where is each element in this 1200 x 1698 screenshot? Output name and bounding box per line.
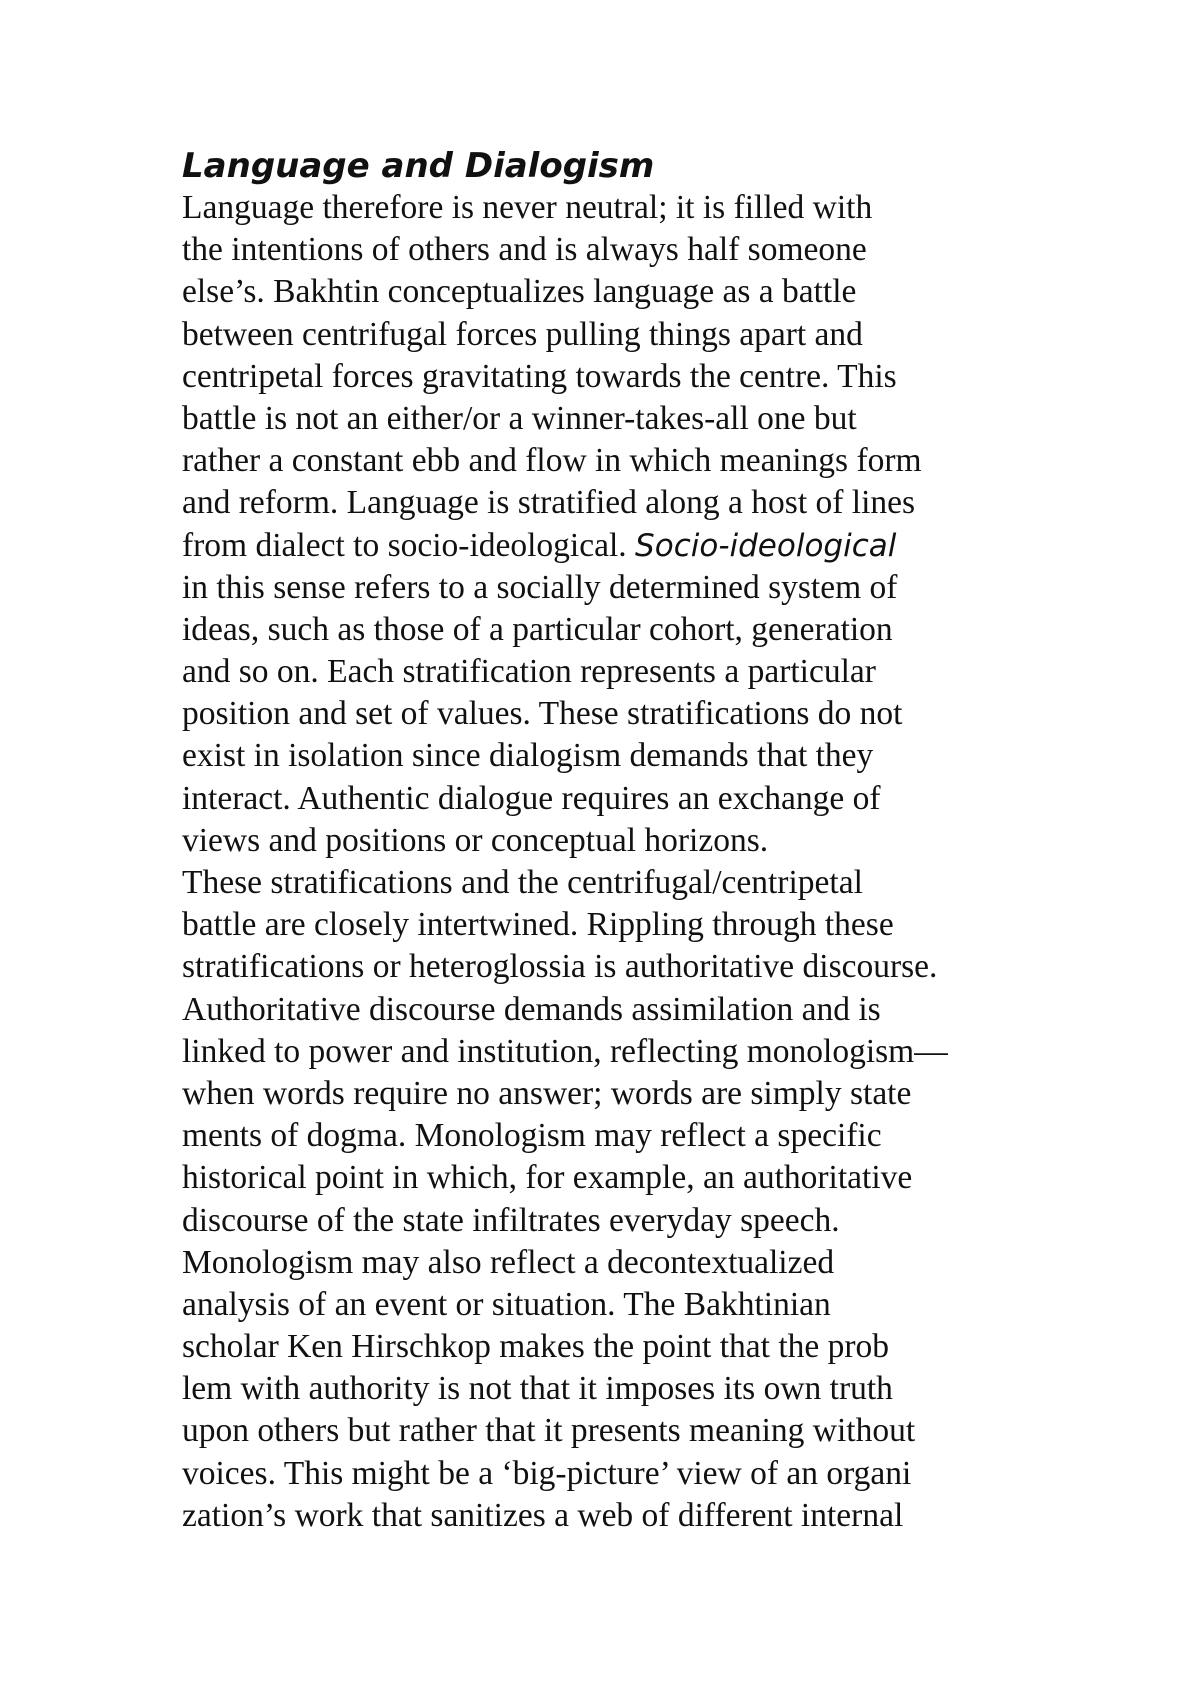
text-line: when words require no answer; words are simply state bbox=[182, 1074, 912, 1112]
document-page bbox=[182, 145, 1182, 1537]
section-heading: Language and Dialogism bbox=[182, 146, 655, 186]
text-line: Monologism may also reflect a decontextualized bbox=[182, 1243, 835, 1281]
text-line: lem with authority is not that it imposes its own truth bbox=[182, 1370, 893, 1408]
text-line: ments of dogma. Monologism may reflect a specific bbox=[182, 1117, 882, 1155]
text-line: ideas, such as those of a particular cohort, generation bbox=[182, 610, 893, 648]
text-line: stratifications or heteroglossia is authoritative discourse. bbox=[182, 948, 938, 986]
text-line: in this sense refers to a socially determined system of bbox=[182, 568, 898, 606]
text-line: centripetal forces gravitating towards the centre. This bbox=[182, 357, 897, 395]
text-line: voices. This might be a ‘big-picture’ view of an organi bbox=[182, 1454, 912, 1492]
text-line: and reform. Language is stratified along a host of lines bbox=[182, 484, 916, 522]
text-line: battle are closely intertwined. Rippling through these bbox=[182, 906, 894, 944]
text-line: rather a constant ebb and flow in which meanings form bbox=[182, 442, 922, 480]
text-line: else’s. Bakhtin conceptualizes language as a battle bbox=[182, 273, 857, 311]
text-line: views and positions or conceptual horizons. bbox=[182, 821, 769, 859]
body-text bbox=[182, 187, 1182, 1537]
text-line: scholar Ken Hirschkop makes the point that the prob bbox=[182, 1328, 890, 1366]
text-line: Authoritative discourse demands assimilation and is bbox=[182, 990, 881, 1028]
text-line: analysis of an event or situation. The Bakhtinian bbox=[182, 1285, 831, 1323]
text-line: linked to power and institution, reflecting monologism— bbox=[182, 1032, 948, 1070]
text-line: battle is not an either/or a winner-takes-all one but bbox=[182, 399, 857, 437]
text-line: discourse of the state infiltrates everyday speech. bbox=[182, 1201, 840, 1239]
text-line: the intentions of others and is always half someone bbox=[182, 231, 867, 269]
text-line bbox=[182, 525, 1182, 567]
text-line: These stratifications and the centrifugal/centripetal bbox=[182, 864, 863, 901]
text-line: historical point in which, for example, an authoritative bbox=[182, 1159, 913, 1197]
text-line: position and set of values. These stratifications do not bbox=[182, 695, 903, 733]
text-line: and so on. Each stratification represents a particular bbox=[182, 653, 876, 691]
inline-term: Socio-ideological bbox=[635, 527, 897, 564]
text-line: upon others but rather that it presents meaning without bbox=[182, 1412, 916, 1450]
text-line: exist in isolation since dialogism demands that they bbox=[182, 737, 874, 775]
text-line-part: from dialect to socio-ideological. bbox=[182, 526, 636, 564]
text-line: interact. Authentic dialogue requires an exchange of bbox=[182, 779, 881, 817]
text-line: Language therefore is never neutral; it is filled with bbox=[182, 189, 873, 226]
text-line: zation’s work that sanitizes a web of different internal bbox=[182, 1496, 904, 1534]
text-line: between centrifugal forces pulling things apart and bbox=[182, 315, 863, 353]
